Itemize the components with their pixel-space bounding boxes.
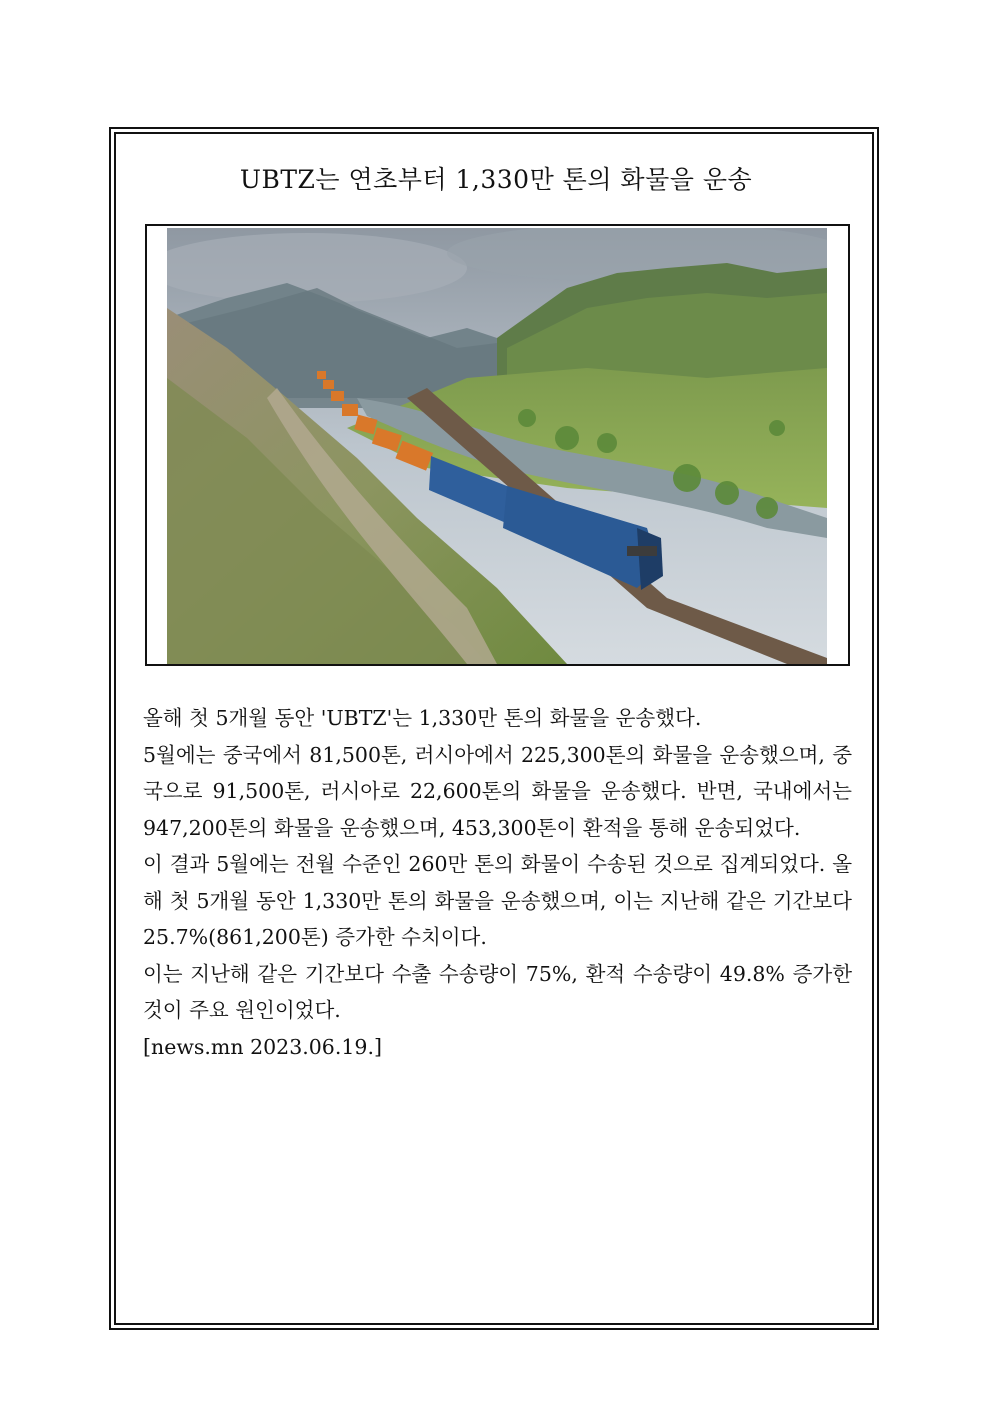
photo-frame (145, 224, 850, 666)
paragraph: 이 결과 5월에는 전월 수준인 260만 톤의 화물이 수송된 것으로 집계되었다. 올해 첫 5개월 동안 1,330만 톤의 화물을 운송했으며, 이는 지난해 같은 기간보다 25.7%(861,200톤) 증가한 수치이다. (143, 852, 852, 949)
article-title: UBTZ는 연초부터 1,330만 톤의 화물을 운송 (239, 165, 753, 194)
train-photo (167, 228, 827, 664)
article-body (143, 700, 852, 1065)
source-citation: [news.mn 2023.06.19.] (143, 1034, 382, 1059)
paragraph: 올해 첫 5개월 동안 'UBTZ'는 1,330만 톤의 화물을 운송했다. (143, 706, 702, 730)
paragraph: 5월에는 중국에서 81,500톤, 러시아에서 225,300톤의 화물을 운송했으며, 중국으로 91,500톤, 러시아로 22,600톤의 화물을 운송했다. 반면, 국내에서는 947,200톤의 화물을 운송했으며, 453,300톤이 환적을 통해 운송되었다. (143, 742, 852, 840)
paragraph: 이는 지난해 같은 기간보다 수출 수송량이 75%, 환적 수송량이 49.8% 증가한 것이 주요 원인이었다. (143, 961, 852, 1022)
